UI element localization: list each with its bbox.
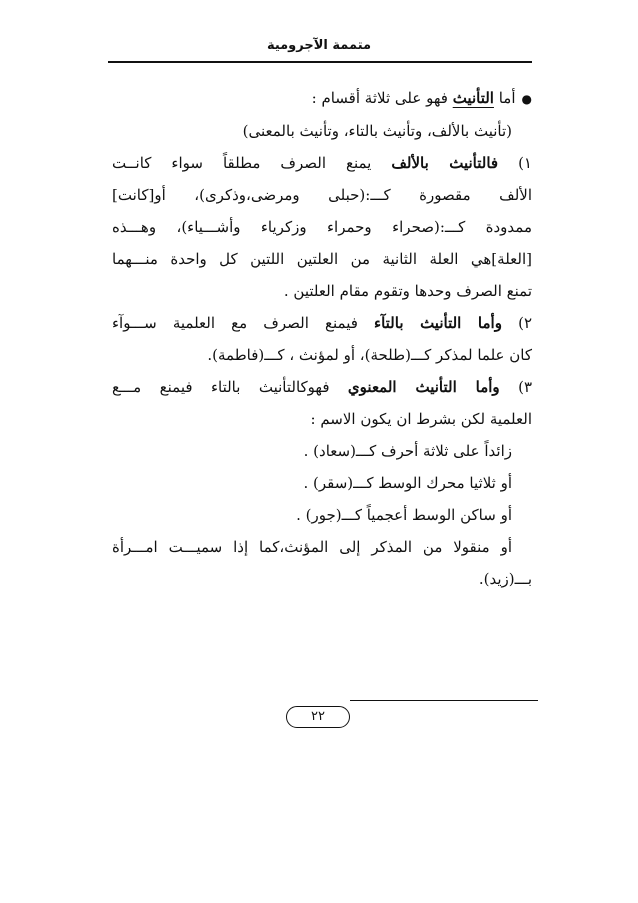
section-1-line-4: [العلة]هي العلة الثانية من العلتين اللتين كل واحدة منـــهما [112, 250, 532, 268]
condition-1: زائداً على ثلاثة أحرف كـــ(سعاد) . [303, 442, 512, 460]
section-1-line-3: ممدودة كـــ:(صحراء وحمراء وزكرياء وأشـــياء)، وهـــذه [112, 218, 532, 236]
section-1-line-1: ١) فالتأنيث بالألف يمنع الصرف مطلقاً سواء كانــت [112, 154, 532, 172]
intro-line: ●أما التأنيث فهو على ثلاثة أقسام : [311, 89, 532, 107]
running-header: متممة الآجرومية [266, 38, 372, 53]
condition-4: أو منقولا من المذكر إلى المؤنث،كما إذا سميـــت امـــرأة [112, 538, 512, 556]
footnote-rule [350, 700, 538, 701]
section-1-line-5: تمنع الصرف وحدها وتقوم مقام العلتين . [283, 282, 532, 300]
condition-2: أو ثلاثيا محرك الوسط كـــ(سقر) . [303, 474, 512, 492]
condition-3: أو ساكن الوسط أعجمياً كـــ(جور) . [296, 506, 512, 524]
section-2-line-2: كان علما لمذكر كـــ(طلحة)، أو لمؤنث ، كـــ(فاطمة). [207, 346, 532, 364]
types-line: (تأنيث بالألف، وتأنيث بالتاء، وتأنيث بالمعنى) [242, 122, 512, 140]
section-1-line-2: الألف مقصورة كـــ:(حبلى ومرضى،وذكرى)، أو[كانت] [112, 186, 532, 204]
header-rule [108, 61, 532, 63]
page-body [112, 82, 532, 595]
section-3-line-2: العلمية لكن بشرط ان يكون الاسم : [310, 410, 532, 428]
section-2-line-1: ٢) وأما التأنيث بالتآء فيمنع الصرف مع العلمية ســـوآء [112, 314, 532, 332]
bullet-icon: ● [521, 92, 532, 106]
section-3-line-1: ٣) وأما التأنيث المعنوي فهوكالتأنيث بالتاء فيمنع مـــع [112, 378, 532, 396]
condition-4-cont: بـــ(زيد). [478, 570, 532, 588]
page-number: ٢٢ [286, 706, 350, 728]
